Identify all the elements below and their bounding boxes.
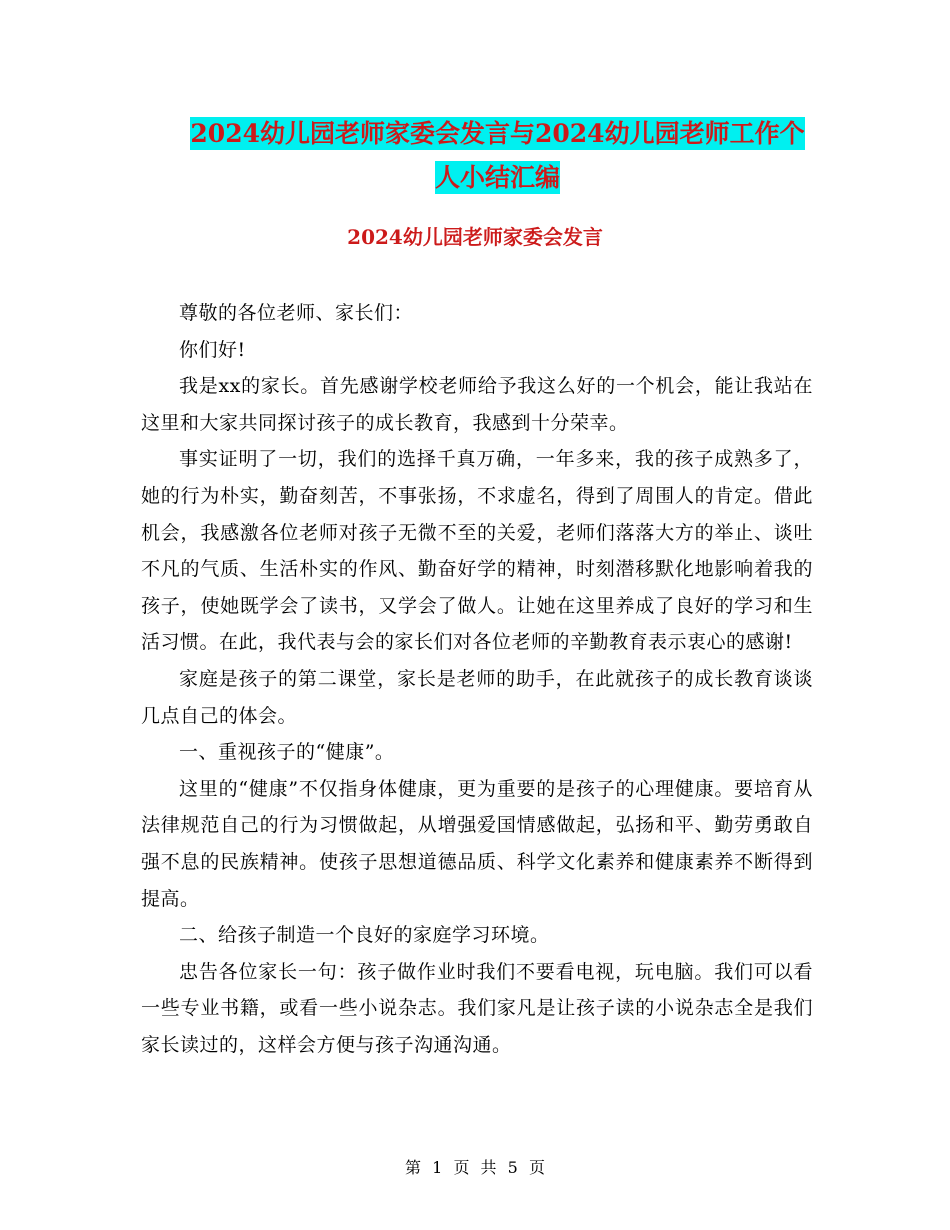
paragraph-health: 这里的“健康”不仅指身体健康，更为重要的是孩子的心理健康。要培育从法律规范自己的行为习惯做起，从增强爱国情感做起，弘扬和平、勤劳勇敢自强不息的民族精神。使孩子思想道德品质、科学文化素养和健康素养不断得到提高。 [141, 777, 813, 910]
paragraph-advice: 忠告各位家长一句：孩子做作业时我们不要看电视，玩电脑。我们可以看一些专业书籍，或看一些小说杂志。我们家凡是让孩子读的小说杂志全是我们家长读过的，这样会方便与孩子沟通沟通。 [141, 960, 813, 1056]
footer-mid: 页 [453, 1158, 470, 1177]
paragraph-heading-health: 一、重视孩子的“健康”。 [179, 741, 395, 764]
footer-page-current: 1 [432, 1158, 443, 1177]
document-title-line-2: 人小结汇编 [434, 163, 560, 192]
footer-prefix: 第 [405, 1158, 422, 1177]
paragraph-thanks: 事实证明了一切，我们的选择千真万确，一年多来，我的孩子成熟多了，她的行为朴实，勤奋刻苦，不事张扬，不求虚名，得到了周围人的肯定。借此机会，我感激各位老师对孩子无微不至的关爱，老师们落落大方的举止、谈吐不凡的气质、生活朴实的作风、勤奋好学的精神，时刻潜移默化地影响着我的孩子，使她既学会了读书，又学会了做人。让她在这里养成了良好的学习和生活习惯。在此，我代表与会的家长们对各位老师的辛勤教育表示衷心的感谢! [141, 448, 813, 654]
paragraph-intro: 我是xx的家长。首先感谢学校老师给予我这么好的一个机会，能让我站在这里和大家共同探讨孩子的成长教育，我感到十分荣幸。 [141, 375, 813, 434]
footer-page-total: 5 [507, 1158, 518, 1177]
paragraph-family-classroom: 家庭是孩子的第二课堂，家长是老师的助手，在此就孩子的成长教育谈谈几点自己的体会。 [141, 667, 813, 727]
document-title [140, 112, 855, 200]
paragraph-hello: 你们好! [179, 338, 246, 361]
document-body [141, 295, 813, 1063]
paragraph-greeting: 尊敬的各位老师、家长们： [179, 302, 414, 324]
footer-total-prefix: 共 [480, 1158, 497, 1177]
section-title: 2024幼儿园老师家委会发言 [347, 225, 603, 249]
page-footer [0, 1155, 950, 1178]
document-title-line-1: 2024幼儿园老师家委会发言与2024幼儿园老师工作个 [190, 119, 805, 148]
footer-suffix: 页 [528, 1158, 545, 1177]
paragraph-heading-environment: 二、给孩子制造一个良好的家庭学习环境。 [179, 924, 550, 947]
